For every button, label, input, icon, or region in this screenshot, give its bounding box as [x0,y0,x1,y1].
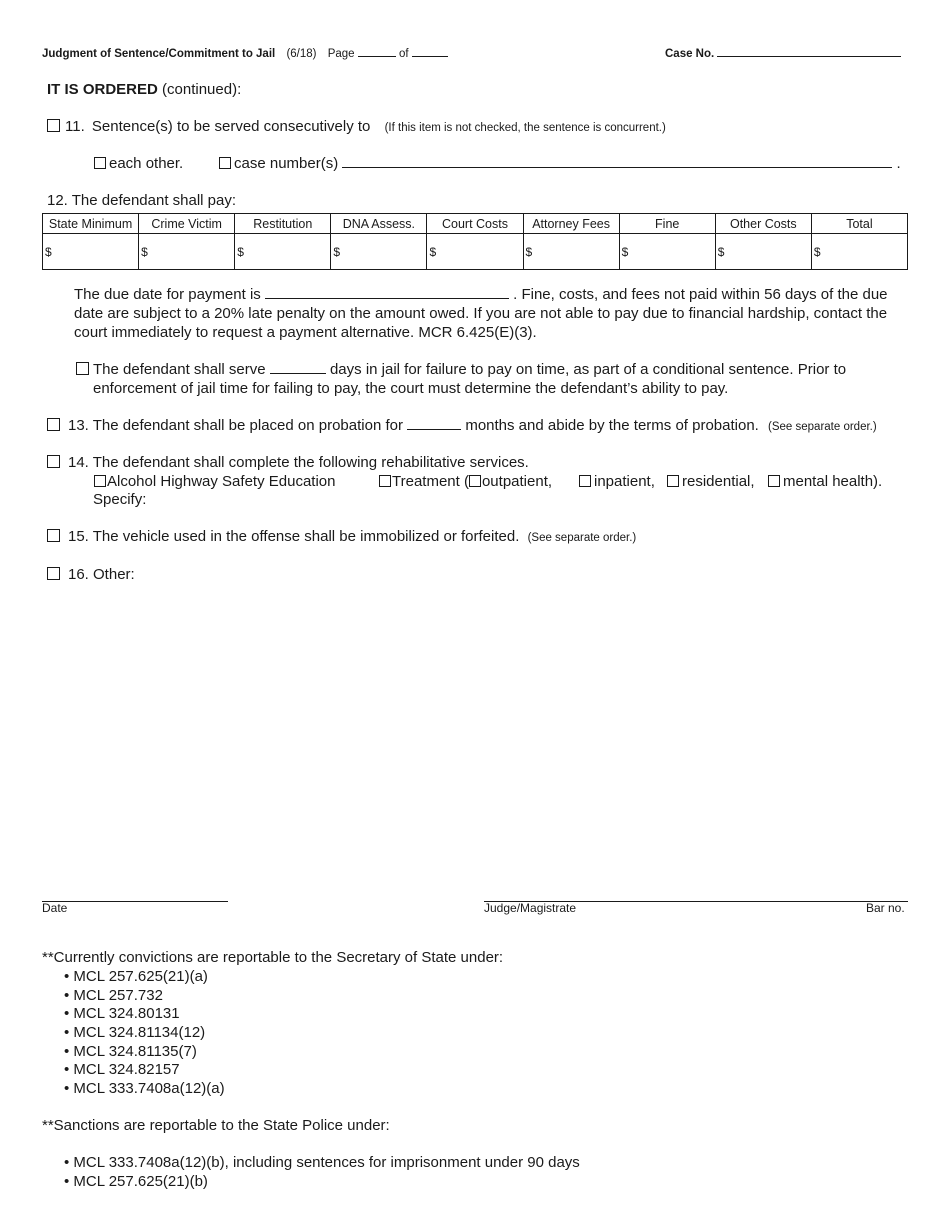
form-header [42,44,448,60]
item-14-checkbox[interactable] [47,455,60,468]
fine-amount[interactable]: $ [619,234,715,270]
ordered-heading [47,81,241,98]
payment-header-row [43,214,908,234]
case-numbers-period: . [896,155,901,172]
col-other-costs: Other Costs [715,214,811,234]
sp-item: • MCL 257.625(21)(b) [64,1173,208,1190]
due-date-prefix: The due date for payment is [74,286,261,303]
item-11-options [94,155,183,172]
dna-assess-amount[interactable]: $ [331,234,427,270]
sos-item: • MCL 257.732 [64,987,163,1004]
due-date-line-1 [74,286,888,303]
outpatient-checkbox[interactable] [469,475,481,487]
other-costs-amount[interactable]: $ [715,234,811,270]
case-numbers-label: case number(s) [234,155,339,172]
col-attorney-fees: Attorney Fees [523,214,619,234]
residential-option [667,473,755,490]
item-11-note: (If this item is not checked, the sentence is concurrent.) [384,122,666,134]
case-numbers-option [219,155,901,172]
page-label: Page [327,48,355,60]
due-date-suffix: . Fine, costs, and fees not paid within 56 days of the due [513,286,888,303]
each-other-label: each other. [109,155,184,172]
item-15-note: (See separate order.) [527,532,637,544]
outpatient-label: outpatient, [481,473,553,490]
total-amount[interactable]: $ [811,234,907,270]
sos-heading: **Currently convictions are reportable to the Secretary of State under: [42,949,504,966]
case-no-label: Case No. [665,48,715,60]
item-15-checkbox[interactable] [47,529,60,542]
case-number-field[interactable] [717,44,901,57]
col-total: Total [811,214,907,234]
due-date-line-3: court immediately to request a payment alternative. MCR 6.425(E)(3). [74,324,537,341]
mental-health-checkbox[interactable] [768,475,780,487]
item-16-checkbox[interactable] [47,567,60,580]
sos-item: • MCL 333.7408a(12)(a) [64,1080,225,1097]
treatment-checkbox[interactable] [379,475,391,487]
item-12-label: 12. The defendant shall pay: [47,192,237,209]
page-total-field[interactable] [412,44,448,57]
mental-health-option [768,473,882,490]
item-11-number: 11. [65,118,85,135]
case-numbers-field[interactable] [342,155,892,168]
item-13-prefix: 13. The defendant shall be placed on probation for [68,417,403,434]
jail-line-2: enforcement of jail time for failing to pay, the court must determine the defendant’s ability to pay. [93,380,729,397]
date-signature-line[interactable] [42,901,228,902]
payment-table [42,213,908,270]
court-costs-amount[interactable]: $ [427,234,523,270]
sos-item: • MCL 324.82157 [64,1061,180,1078]
col-state-minimum: State Minimum [43,214,139,234]
alcohol-label: Alcohol Highway Safety Education [107,473,336,490]
col-restitution: Restitution [235,214,331,234]
item-15-text: 15. The vehicle used in the offense shall be immobilized or forfeited. [68,528,520,545]
treatment-label: Treatment ( [392,473,469,490]
due-date-field[interactable] [265,286,509,299]
form-title: Judgment of Sentence/Commitment to Jail [42,48,276,60]
col-dna-assess: DNA Assess. [331,214,427,234]
item-11-checkbox[interactable] [47,119,60,132]
attorney-fees-amount[interactable]: $ [523,234,619,270]
residential-label: residential, [682,473,755,490]
jail-failure-checkbox[interactable] [76,362,89,375]
sp-item: • MCL 333.7408a(12)(b), including sentences for imprisonment under 90 days [64,1154,580,1171]
bar-number-label: Bar no. [866,901,905,915]
residential-checkbox[interactable] [667,475,679,487]
alcohol-option [94,473,335,490]
date-label: Date [42,901,68,915]
payment-amount-row [43,234,908,270]
state-minimum-amount[interactable]: $ [43,234,139,270]
item-11 [65,118,666,135]
ordered-title: IT IS ORDERED [47,81,158,98]
treatment-option [379,473,552,490]
case-number [665,44,901,60]
sos-item: • MCL 324.81134(12) [64,1024,206,1041]
crime-victim-amount[interactable]: $ [139,234,235,270]
of-label: of [398,48,409,60]
specify-label: Specify: [93,491,147,508]
col-crime-victim: Crime Victim [139,214,235,234]
jail-suffix: days in jail for failure to pay on time, as part of a conditional sentence. Prior to [329,361,847,378]
item-14-text: 14. The defendant shall complete the following rehabilitative services. [68,454,529,471]
item-13-checkbox[interactable] [47,418,60,431]
item-11-text: Sentence(s) to be served consecutively to [91,118,371,135]
alcohol-checkbox[interactable] [94,475,106,487]
item-16-text: 16. Other: [68,566,135,583]
col-fine: Fine [619,214,715,234]
sos-item: • MCL 324.80131 [64,1005,180,1022]
judge-label: Judge/Magistrate [484,901,577,915]
inpatient-label: inpatient, [594,473,655,490]
jail-line-1 [93,361,846,378]
sp-heading: **Sanctions are reportable to the State Police under: [42,1117,390,1134]
each-other-checkbox[interactable] [94,157,106,169]
item-15 [68,528,636,545]
item-13 [68,417,877,434]
inpatient-option [579,473,655,490]
item-13-suffix: months and abide by the terms of probation. [465,417,759,434]
col-court-costs: Court Costs [427,214,523,234]
jail-days-field[interactable] [270,361,326,374]
item-13-note: (See separate order.) [768,421,877,433]
restitution-amount[interactable]: $ [235,234,331,270]
case-numbers-checkbox[interactable] [219,157,231,169]
page-number-field[interactable] [358,44,396,57]
sos-item: • MCL 257.625(21)(a) [64,968,208,985]
probation-months-field[interactable] [407,417,461,430]
inpatient-checkbox[interactable] [579,475,591,487]
jail-prefix: The defendant shall serve [93,361,266,378]
due-date-line-2: date are subject to a 20% late penalty on the amount owed. If you are not able to pay due to financial hardship, contact the [74,305,888,322]
form-version: (6/18) [286,48,317,60]
sos-item: • MCL 324.81135(7) [64,1043,197,1060]
mental-health-label: mental health). [783,473,883,490]
ordered-continued: (continued): [162,81,242,98]
